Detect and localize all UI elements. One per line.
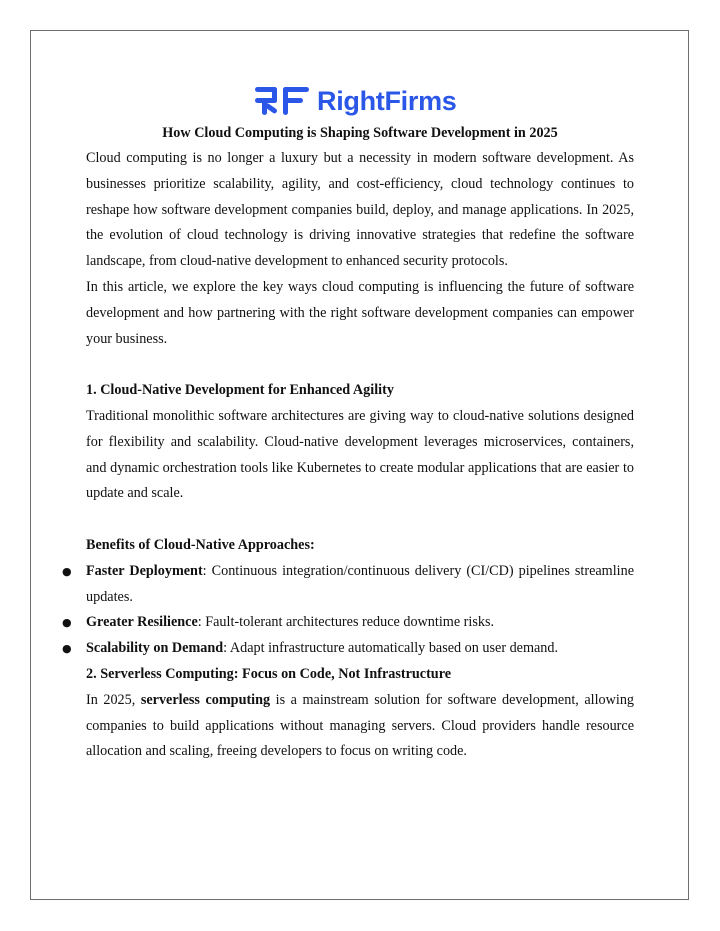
- list-item: [62, 636, 634, 662]
- bullet-text: : Adapt infrastructure automatically based on user demand.: [223, 640, 559, 657]
- bullet-icon: ●: [62, 564, 72, 578]
- bullet-text: : Continuous integration/continuous delivery (CI/CD) pipelines streamline updates.: [86, 562, 634, 605]
- bullet-term: Scalability on Demand: [86, 640, 224, 657]
- bullet-icon: ●: [62, 616, 72, 630]
- section-paragraph: Traditional monolithic software architectures are giving way to cloud-native solutions designed for flexibility and scalability. Cloud-native development leverages microservices, containers, and dynamic orchestration tools like Kubernetes to create modular applications that are easier to update and scale.: [86, 407, 634, 502]
- intro-paragraph: In this article, we explore the key ways cloud computing is influencing the future of software development and how partnering with the right software development companies can empower your business.: [86, 278, 634, 347]
- benefits-heading: Benefits of Cloud-Native Approaches:: [86, 536, 315, 553]
- section-heading: 1. Cloud-Native Development for Enhanced Agility: [86, 382, 394, 399]
- bullet-term: Greater Resilience: [86, 614, 198, 631]
- lead-text: In 2025,: [86, 691, 141, 708]
- section-heading: 2. Serverless Computing: Focus on Code, Not Infrastructure: [86, 665, 452, 682]
- list-item: [62, 559, 634, 611]
- bullet-term: Faster Deployment: [86, 562, 203, 579]
- document-title: How Cloud Computing is Shaping Software Development in 2025: [162, 125, 558, 141]
- brand-name: RightFirms: [317, 85, 457, 116]
- bullet-icon: ●: [62, 642, 72, 656]
- intro-paragraph: Cloud computing is no longer a luxury but a necessity in modern software development. As businesses prioritize scalability, agility, and cost-efficiency, cloud technology continues to reshape how software development companies build, deploy, and manage applications. In 2025, the evolution of cloud technology is driving innovative strategies that redefine the software landscape, from cloud-native development to enhanced security protocols.: [86, 150, 634, 270]
- benefits-list: [62, 559, 634, 662]
- paragraph-text: is a mainstream solution for software development, allowing companies to build applications without managing servers. Cloud providers handle resource allocation and scaling, freeing developers to focus on writing code.: [86, 691, 635, 760]
- bullet-text: : Fault-tolerant architectures reduce downtime risks.: [197, 614, 495, 631]
- list-item: [62, 610, 634, 636]
- rightfirms-logo-icon: [255, 86, 311, 116]
- brand-logo: [255, 84, 457, 118]
- bold-term: serverless computing: [140, 691, 271, 708]
- section-paragraph: [86, 688, 634, 765]
- document-body: [62, 124, 635, 765]
